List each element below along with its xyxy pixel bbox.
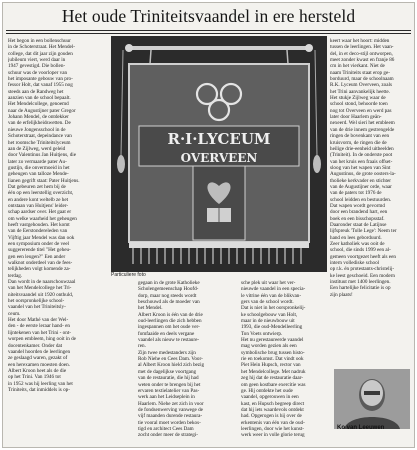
text-line: al Albert Kroon hield zich bezig	[138, 362, 205, 369]
text-line: ringen de bovenkant van een	[330, 133, 390, 140]
text-line: Dat is niet in het oorspronkelij-	[241, 305, 306, 312]
text-line: ke leest geschoeid. Een modern	[330, 272, 395, 279]
text-line: terdag.	[8, 272, 23, 279]
text-line: niteitsvaandel uit 1920 onthuld,	[8, 291, 74, 298]
text-line: van de erfelijkheidswetten. De	[8, 120, 71, 127]
text-line: school stond, behoorde toen	[330, 101, 388, 108]
text-line: R.K. Lyceum Overveen, zoals	[330, 82, 392, 89]
text-line: Haarlem. Niehe zet zich in voor	[138, 400, 204, 407]
text-line: Dat wapen wordt gevormd	[330, 202, 385, 209]
text-line: gegaan in de grote Katholieke	[138, 280, 200, 286]
text-line: zijn plaats!	[330, 291, 353, 298]
text-line: Albert Kroon heet als de die	[8, 367, 67, 374]
text-line: steeds aan de Randweg het	[8, 88, 64, 95]
text-line: instituut met 1400 leerlingen.	[330, 279, 391, 286]
text-line: het Mendelcollege. Met nadruk	[241, 368, 306, 375]
text-line: tussen de leerlingen. Het vaan-	[330, 44, 394, 51]
text-line: nexeerd. Wel sieri het embleem	[330, 120, 395, 127]
banner-text-line1: R·I·LYCEUM	[167, 130, 271, 148]
text-line: met de dagelijkse voortgang	[138, 368, 197, 375]
text-line: rie en toekomst. Dat vindt ook	[241, 356, 304, 363]
portrait-image	[334, 369, 410, 429]
text-line: lijntekenen van het Trini - ont-	[8, 329, 71, 336]
text-line: gemeen voortgezet heeft als een	[330, 253, 396, 260]
text-line: van het kruis een fraais offset-	[330, 158, 393, 165]
text-line: Het stukje Zijlweg waar de	[330, 95, 386, 102]
text-line: meet zonder kwast en franje 86	[330, 57, 395, 64]
text-line: Het door Mathé van der Wel-	[8, 317, 69, 324]
text-line: ontstaan van Huitjens' leider-	[8, 202, 69, 209]
text-line: Ton Voets ontwierp.	[241, 330, 283, 337]
text-line: keert waar het hoort: midden	[330, 38, 390, 44]
text-line: ceum.	[8, 310, 21, 317]
banner-photo	[111, 36, 327, 272]
text-line: van de drie innem gestrengelde	[330, 126, 395, 133]
text-line: fessor Holt, dat vanaf 1955 nog	[8, 82, 73, 89]
text-line: ke schoolgebouw van Holt,	[241, 311, 298, 318]
text-line: een symposium onder de veel	[8, 241, 70, 247]
text-line: later zo vermaarde pater Au-	[8, 158, 67, 165]
text-line: telijkheden volgt komende za-	[8, 266, 71, 273]
text-line: aanzien van de school bepaalt.	[8, 95, 71, 102]
text-line: school, die sinds 1999 een al-	[330, 247, 391, 254]
text-line: heeft vastgehouden. Het komt	[8, 221, 70, 228]
text-line: zeg hij dat de restauratie daar-	[241, 375, 303, 382]
text-line: lijfspreuk 'Tolle Lege': Neem ter	[330, 228, 397, 235]
text-line: werk weer in volle glorie terug	[241, 432, 305, 439]
text-line: Het Mendelcollege, genoemd	[8, 101, 69, 108]
text-line: college, dat dit jaar zijn gouden	[8, 50, 73, 57]
text-line: docentenkamer. Onder dat	[8, 342, 63, 349]
text-line: om geen kostbare exercitie was	[241, 381, 306, 388]
text-line: het roomsche Triniteitslyceum	[8, 139, 71, 146]
text-line: nog tot Overveen en werd pas	[330, 107, 392, 114]
text-line: tholieke kerkvader en stichter	[330, 177, 391, 184]
photo-caption: Particuliere foto	[111, 272, 146, 278]
text-line: het imposante gebouw van pro-	[8, 76, 73, 83]
text-line: aan de Zijlweg, werd geleid	[8, 145, 66, 152]
text-line: ervaren textielatelier van Pas-	[138, 387, 200, 394]
text-line: later door Haarlem geän-	[330, 114, 382, 121]
text-line: kruisvorm, de ringen die de	[330, 139, 387, 146]
text-line: van de Eerstondereleden van	[8, 228, 68, 235]
text-column-1	[8, 38, 103, 393]
text-line: gers van de school wordt.	[241, 299, 294, 306]
text-line: Schoterstraat, depeindance van	[8, 133, 72, 140]
text-line: Daaronder staat de Latijnse	[330, 221, 387, 228]
text-line: vijf maanden durende restaura-	[138, 413, 203, 420]
text-line: 1947 gevestigd. Die bollen-	[8, 63, 66, 70]
text-line: Een hartelijke felicitatie is op	[330, 285, 391, 292]
text-line: del, in et deco-stijl ontworpen,	[330, 50, 393, 57]
text-line: Triniteits, dat inmiddels is op-	[8, 386, 70, 393]
text-line: nieuwe Jongensschool in de	[8, 126, 66, 133]
text-line: werk aan het Leidseplein in	[138, 394, 195, 401]
text-line: Het begon in een bollenschuur	[8, 38, 71, 44]
text-line: erkentenis van één van de oud-	[241, 419, 305, 426]
text-line: weten onder te brengen bij het	[138, 381, 201, 388]
text-line: symbolische brug tussen histo-	[241, 349, 305, 356]
text-line: in 1952 was hij leerling van het	[8, 380, 73, 387]
text-line: le vitrine één van de blikvan-	[241, 292, 302, 299]
headline-rule	[6, 33, 411, 34]
text-line: fomfaaide en deels vergane	[138, 330, 195, 337]
text-line: op r.k. én protestants-christelij-	[330, 266, 395, 273]
text-line: gen een leugen?" Een ander	[8, 253, 66, 260]
banner-text-line2: OVERVEEN	[180, 151, 258, 165]
text-line: lianen gegrift staat: Pater Huitjens.	[8, 177, 80, 184]
text-line: heilige drie-eenheid uitbeelden	[330, 145, 394, 152]
text-line: borduurd, maar de schoolnaam	[330, 76, 394, 83]
text-line: vaandel hoorden de leerlingen	[8, 348, 71, 355]
text-line: (Triniteit). In de onderste poot	[330, 152, 393, 159]
text-line: den - de eerste leraar hand- en	[8, 323, 70, 330]
text-line: gustijn, die onvermoeid in het	[8, 164, 70, 171]
text-line: geheugen van talloze Mende-	[8, 171, 69, 178]
text-line: leerlingen, door wie het kunst-	[241, 425, 304, 432]
text-line: het Trini aanvankelijk heette.	[330, 88, 390, 95]
text-line: sche plek uit waar het ver-	[241, 280, 296, 286]
text-line: Piet Hein Hupsch, rector van	[241, 362, 301, 369]
text-line: zocht onder meer de strategi-	[138, 432, 198, 439]
text-line: door een brandend hart, een	[330, 209, 388, 216]
text-line: tie vooral moet worden bekos-	[138, 419, 201, 426]
headline: Het oude Triniteitsvaandel in ere hersteld	[61, 6, 356, 26]
text-line: vaandel van het Triniteitsly-	[8, 304, 66, 311]
text-line: het oorspronkelijke school-	[8, 298, 65, 305]
text-line: suggererende titel "Het geheu-	[8, 247, 71, 254]
text-line: Dat gebeuren zet hem bij de	[8, 183, 66, 190]
text-line: boek en een bisschopsstaf.	[330, 215, 385, 222]
banner-image	[111, 36, 327, 272]
text-line: kast, en Hupsch begreep direct	[241, 400, 305, 407]
text-line: het Mendel.	[138, 305, 163, 312]
text-line: Scholengemeenschap Hoofd-	[138, 286, 199, 293]
text-line: een herexamen moesten doen.	[8, 361, 70, 368]
text-line: hand en lees geborduurd.	[330, 234, 382, 241]
text-line: één op een leerstellig overzicht,	[8, 190, 74, 197]
text-line: Vijftig jaar Mendel was dan ook	[8, 234, 75, 241]
text-column-4	[330, 38, 414, 298]
text-line: sloog van het wapen van Sint	[330, 164, 391, 171]
text-line: ren.	[138, 343, 146, 350]
text-line: in de Schoterstraat. Het Mendel-	[8, 44, 75, 51]
text-line: school leidden en bestuurden.	[330, 196, 392, 203]
text-line: en andere kont weltelb ze het	[8, 196, 69, 203]
text-line: Augustinus, de grote oosters-la-	[330, 171, 396, 178]
text-line: mag worden gezien als een	[241, 343, 297, 350]
text-line: maar in de nieuwbouw uit	[241, 318, 295, 325]
text-line: Albert Kroon is één van de drie	[138, 311, 203, 318]
text-line: schuur was de voorloper van	[8, 69, 68, 76]
text-line: Rob Niehe en Cees Dam. Voor-	[138, 356, 203, 363]
text-line: vaandel als nieuw te restaure-	[138, 337, 200, 344]
text-line: van het Mendelcollege het Tri-	[8, 285, 72, 292]
text-line: van de Augustijner orde, waar	[330, 183, 392, 190]
text-line: Het nu gerestaureerde vaandel	[241, 337, 304, 344]
text-line: de fondsenwerving vanwege de	[138, 406, 203, 413]
text-line: 1993, die oud-Mendelleerling	[241, 324, 303, 331]
headline-rule	[6, 30, 411, 31]
text-line: Zeer katholiek was ooit de	[330, 241, 385, 247]
text-line: op het Trini. Van 1946 tot	[8, 374, 61, 381]
text-line: schap aardser over. Het gaat er	[8, 209, 72, 216]
text-line: nieuwde vaandel in een specia-	[241, 286, 306, 293]
text-line: ge. Hij ontdekte het oude	[241, 387, 293, 394]
text-line: Johann Mendel, de ontdekker	[8, 114, 69, 121]
text-line: om welke waarheid het geheugen	[8, 215, 77, 222]
text-line: intern vollediske school	[330, 260, 380, 267]
text-line: van de restauratie, die hij had	[138, 375, 199, 382]
text-line: walknot onderdeel van de fees-	[8, 260, 73, 267]
text-line: door Valentinus Jan Huitjens, die	[8, 152, 77, 159]
text-line: dat hij iets waardevols ontdekt	[241, 406, 304, 413]
text-line: van de paters tot 1976 de	[330, 190, 382, 197]
text-line: vaandel, opgerouwen in een	[241, 394, 299, 401]
text-line: naar de Augustijner pater Gregor	[8, 107, 76, 114]
text-column-2	[138, 280, 234, 439]
text-line: oud-leerlingen die zich hebben	[138, 318, 202, 325]
newspaper-clipping	[2, 2, 415, 448]
text-line: cm in het vierkant. Niet de	[330, 63, 385, 70]
text-line: Zijn twee medestanders zijn	[138, 349, 196, 356]
text-line: ingespannen om het oude ver-	[138, 324, 200, 331]
text-line: naam Triniteits staat erop ge-	[330, 69, 390, 76]
text-line: dorp, maar nog steeds wordt	[138, 292, 197, 299]
portrait-caption: Ko van Leeuwen	[337, 425, 385, 431]
text-line: tigd en architect Cees Dam	[138, 425, 194, 432]
author-portrait	[334, 369, 410, 429]
text-line: Dan wordt in de naarschouwzaal	[8, 279, 76, 286]
text-column-3	[241, 280, 326, 439]
text-line: beschouwd als de moeder van	[138, 299, 200, 306]
text-line: ze geslaagd waren, gezakt of	[8, 355, 68, 362]
text-line: worpen embleem, hing ooit in de	[8, 336, 76, 343]
text-line: had. Opgerogen is hij over de	[241, 413, 302, 420]
text-line: jubileum viert, werd daar in	[8, 57, 66, 64]
